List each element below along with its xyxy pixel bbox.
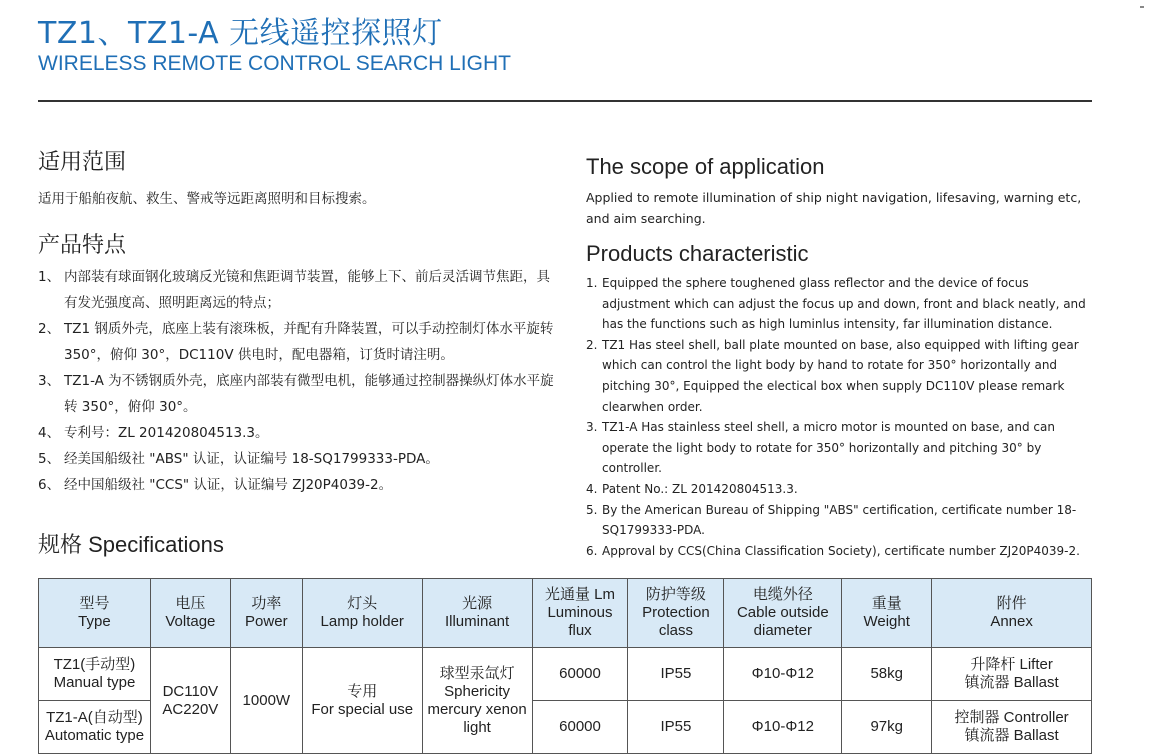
cell-protection: IP55 xyxy=(628,701,724,754)
list-item-number: 5. xyxy=(586,502,598,517)
column-header: 附件 Annex xyxy=(932,579,1092,648)
list-item xyxy=(586,417,1096,479)
spec-table xyxy=(38,578,1092,754)
list-item-text: 专利号：ZL 201420804513.3。 xyxy=(64,425,269,441)
cell-flux: 60000 xyxy=(532,648,628,701)
page-title: TZ1、TZ1-A 无线遥控探照灯 xyxy=(38,16,443,51)
cell-annex: 控制器 Controller 镇流器 Ballast xyxy=(932,701,1092,754)
cell-lamp-holder: 专用 For special use xyxy=(302,648,422,754)
column-header: 防护等级 Protection class xyxy=(628,579,724,648)
column-header: 电压 Voltage xyxy=(150,579,230,648)
edge-mark xyxy=(1140,6,1144,8)
features-list-en xyxy=(586,273,1096,561)
list-item-number: 4、 xyxy=(38,425,61,441)
list-item-text: Patent No.: ZL 201420804513.3. xyxy=(602,481,798,496)
scope-text-en: Applied to remote illumination of ship night navigation, lifesaving, warning etc, and aim searching. xyxy=(586,190,1082,226)
list-item xyxy=(586,273,1096,335)
list-item xyxy=(38,472,558,498)
column-header: 光通量 Lm Luminous flux xyxy=(532,579,628,648)
list-item-text: Approval by CCS(China Classification Society), certificate number ZJ20P4039-2. xyxy=(602,543,1080,558)
list-item-number: 6. xyxy=(586,543,598,558)
list-item-text: TZ1-A 为不锈钢质外壳，底座内部装有微型电机，能够通过控制器操纵灯体水平旋转 350°，俯仰 30°。 xyxy=(64,373,554,415)
list-item xyxy=(586,479,1096,500)
list-item xyxy=(586,541,1096,562)
column-header: 型号 Type xyxy=(39,579,151,648)
list-item xyxy=(38,316,558,368)
header-divider xyxy=(38,100,1092,102)
features-list-cn xyxy=(38,264,558,498)
list-item xyxy=(38,420,558,446)
list-item xyxy=(586,335,1096,417)
cell-type: TZ1(手动型) Manual type xyxy=(39,648,151,701)
list-item xyxy=(38,446,558,472)
cell-power: 1000W xyxy=(230,648,302,754)
cell-type: TZ1-A(自动型) Automatic type xyxy=(39,701,151,754)
list-item-text: TZ1-A Has stainless steel shell, a micro motor is mounted on base, and can operate the light body to rotate for 350° horizontally and pitching 30° by controller. xyxy=(602,420,1055,476)
list-item-text: 经中国船级社 "CCS" 认证，认证编号 ZJ20P4039-2。 xyxy=(64,477,393,493)
scope-heading-en: The scope of application xyxy=(586,154,825,179)
list-item-text: 经美国船级社 "ABS" 认证，认证编号 18-SQ1799333-PDA。 xyxy=(64,451,439,467)
table-header-row xyxy=(39,579,1092,648)
column-header: 光源 Illuminant xyxy=(422,579,532,648)
list-item-number: 2、 xyxy=(38,321,61,337)
cell-voltage: DC110V AC220V xyxy=(150,648,230,754)
list-item-number: 4. xyxy=(586,481,598,496)
cell-illuminant: 球型汞氙灯 Sphericity mercury xenon light xyxy=(422,648,532,754)
column-header: 灯头 Lamp holder xyxy=(302,579,422,648)
cell-cable: Φ10-Φ12 xyxy=(724,701,842,754)
cell-cable: Φ10-Φ12 xyxy=(724,648,842,701)
list-item xyxy=(586,500,1096,541)
cell-flux: 60000 xyxy=(532,701,628,754)
list-item xyxy=(38,264,558,316)
column-header: 电缆外径 Cable outside diameter xyxy=(724,579,842,648)
list-item-number: 3、 xyxy=(38,373,61,389)
features-heading-cn: 产品特点 xyxy=(38,233,127,258)
scope-heading-cn: 适用范围 xyxy=(38,150,127,175)
list-item-text: TZ1 钢质外壳，底座上装有滚珠板，并配有升降装置，可以手动控制灯体水平旋转 350°，俯仰 30°，DC110V 供电时，配电器箱，订货时请注明。 xyxy=(64,321,554,363)
page-subtitle: WIRELESS REMOTE CONTROL SEARCH LIGHT xyxy=(38,52,511,75)
column-header: 重量 Weight xyxy=(842,579,932,648)
list-item-text: Equipped the sphere toughened glass reflector and the device of focus adjustment which can adjust the focus up and down, front and black neatly, and has the functions such as high luminlus intensity, far illumination distance. xyxy=(602,276,1086,332)
column-header: 功率 Power xyxy=(230,579,302,648)
list-item-number: 6、 xyxy=(38,477,61,493)
cell-weight: 58kg xyxy=(842,648,932,701)
cell-protection: IP55 xyxy=(628,648,724,701)
spec-heading: 规格 Specifications xyxy=(38,532,224,557)
list-item-number: 1. xyxy=(586,276,598,290)
list-item-number: 5、 xyxy=(38,451,61,467)
cell-weight: 97kg xyxy=(842,701,932,754)
list-item-text: TZ1 Has steel shell, ball plate mounted on base, also equipped with lifting gear which can control the light body by hand to rotate for 350° horizontally and pitching 30°, Equipped the electical box when supply DC110V please remark clearwhen order. xyxy=(602,337,1079,414)
features-heading-en: Products characteristic xyxy=(586,241,809,266)
list-item-text: By the American Bureau of Shipping "ABS" certification, certificate number 18-SQ1799333-PDA. xyxy=(602,502,1077,538)
list-item-text: 内部装有球面钢化玻璃反光镜和焦距调节装置，能够上下、前后灵活调节焦距，具有发光强度高、照明距离远的特点； xyxy=(64,269,550,311)
list-item-number: 1、 xyxy=(38,269,61,285)
cell-annex: 升降杆 Lifter 镇流器 Ballast xyxy=(932,648,1092,701)
scope-text-cn: 适用于船舶夜航、救生、警戒等远距离照明和目标搜索。 xyxy=(38,191,376,207)
list-item xyxy=(38,368,558,420)
table-row xyxy=(39,648,1092,701)
list-item-number: 3. xyxy=(586,420,598,435)
list-item-number: 2. xyxy=(586,337,598,352)
